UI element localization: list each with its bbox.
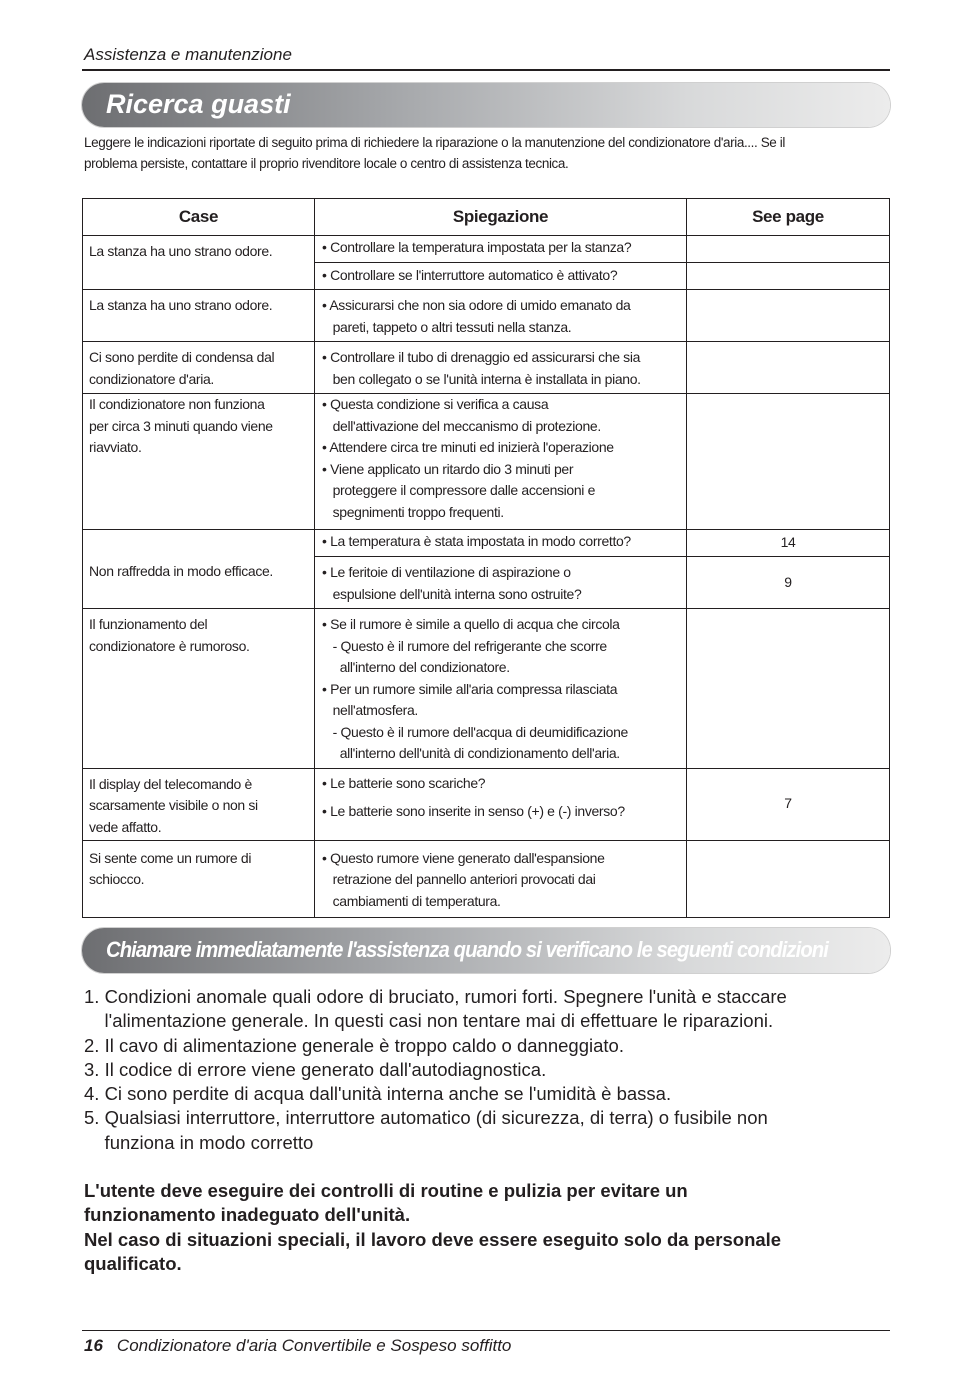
explanation-cell: • Le feritoie di ventilazione di aspirazione o espulsione dell'unità interna sono ostruite? — [315, 557, 687, 609]
case-cell: La stanza ha uno strano odore. — [83, 236, 315, 290]
col-header-see-page: See page — [687, 199, 890, 236]
section-banner-call-service — [82, 928, 890, 973]
explanation-cell: • Controllare il tubo di drenaggio ed assicurarsi che sia ben collegato o se l'unità interna è installata in piano. — [315, 342, 687, 394]
running-header: Assistenza e manutenzione — [84, 45, 292, 64]
table-row — [83, 768, 890, 840]
footer-rule — [82, 1330, 890, 1331]
page-cell — [687, 342, 890, 394]
section-banner-troubleshooting — [82, 83, 890, 127]
page-cell: 14 — [687, 530, 890, 557]
page-cell — [687, 290, 890, 342]
case-cell: Si sente come un rumore di schiocco. — [83, 840, 315, 917]
case-cell: Non raffredda in modo efficace. — [83, 530, 315, 609]
table-row — [83, 342, 890, 394]
page-cell — [687, 262, 890, 290]
page-number: 16 — [84, 1336, 103, 1355]
page-cell: 9 — [687, 557, 890, 609]
case-cell: Ci sono perdite di condensa dal condizionatore d'aria. — [83, 342, 315, 394]
explanation-cell: • Le batterie sono scariche? • Le batterie sono inserite in senso (+) e (-) inverso? — [315, 768, 687, 840]
list-item: 1. Condizioni anomale quali odore di bruciato, rumori forti. Spegnere l'unità e staccare l'alimentazione generale. In questi casi non tentare mai di effettuare le riparazioni. — [84, 986, 787, 1032]
page-cell — [687, 609, 890, 769]
section-title: Ricerca guasti — [106, 89, 291, 119]
footer-title: Condizionatore d'aria Convertibile e Sospeso soffitto — [116, 1336, 512, 1355]
case-cell: Il condizionatore non funziona per circa 3 minuti quando viene riavviato. — [83, 394, 315, 530]
troubleshooting-table — [82, 198, 890, 918]
table-row — [83, 840, 890, 917]
col-header-explanation: Spiegazione — [315, 199, 687, 236]
list-item: 3. Il codice di errore viene generato dall'autodiagnostica. — [84, 1058, 547, 1080]
table-row — [83, 609, 890, 769]
table-row — [83, 290, 890, 342]
explanation-cell: • La temperatura è stata impostata in modo corretto? — [315, 530, 687, 557]
maintenance-note: L'utente deve eseguire dei controlli di routine e pulizia per evitare un funzionamento inadeguato dell'unità. Nel caso di situazioni speciali, il lavoro deve essere eseguito solo da personale qualificato. — [84, 1180, 782, 1274]
table-header-row — [83, 199, 890, 236]
header-rule — [82, 69, 890, 71]
explanation-cell: • Questo rumore viene generato dall'espansione retrazione del pannello anteriori provocati dai cambiamenti di temperatura. — [315, 840, 687, 917]
table-row — [83, 394, 890, 530]
page-cell — [687, 236, 890, 263]
list-item: 4. Ci sono perdite di acqua dall'unità interna anche se l'umidità è bassa. — [84, 1083, 672, 1105]
list-item: 2. Il cavo di alimentazione generale è troppo caldo o danneggiato. — [84, 1034, 624, 1056]
case-cell: Il display del telecomando è scarsamente visibile o non si vede affatto. — [83, 768, 315, 840]
page-cell: 7 — [687, 768, 890, 840]
col-header-case: Case — [83, 199, 315, 236]
explanation-cell: • Controllare la temperatura impostata per la stanza? — [315, 236, 687, 263]
page-cell — [687, 394, 890, 530]
table-row — [83, 530, 890, 557]
footer — [84, 1336, 511, 1356]
explanation-cell: • Assicurarsi che non sia odore di umido emanato da pareti, tappeto o altri tessuti nella stanza. — [315, 290, 687, 342]
conditions-list — [84, 985, 884, 1155]
case-cell: Il funzionamento del condizionatore è rumoroso. — [83, 609, 315, 769]
table-row — [83, 236, 890, 263]
page-cell — [687, 840, 890, 917]
intro-text: Leggere le indicazioni riportate di seguito prima di richiedere la riparazione o la manutenzione del condizionatore d'aria.... Se il problema persiste, contattare il proprio rivenditore locale o centro di assistenza tecnica. — [84, 135, 785, 171]
section-title: Chiamare immediatamente l'assistenza quando si verificano le seguenti condizioni — [106, 937, 828, 962]
case-cell: La stanza ha uno strano odore. — [83, 290, 315, 342]
explanation-cell: • Questa condizione si verifica a causa dell'attivazione del meccanismo di protezione. • Attendere circa tre minuti ed inizierà l'operazione • Viene applicato un ritardo dio 3 minuti per proteggere il compressore dalle accensioni e spegnimenti troppo frequenti. — [315, 394, 687, 530]
explanation-cell: • Controllare se l'interruttore automatico è attivato? — [315, 262, 687, 290]
explanation-cell: • Se il rumore è simile a quello di acqua che circola - Questo è il rumore del refrigerante che scorre all'interno del condizionatore. • Per un rumore simile all'aria compressa rilasciata nell'atmosfera. - Questo è il rumore dell'acqua di deumidificazione all'interno dell'unità di condizionamento dell'aria. — [315, 609, 687, 769]
list-item: 5. Qualsiasi interruttore, interruttore automatico (di sicurezza, di terra) o fusibile non funziona in modo corretto — [84, 1107, 768, 1153]
